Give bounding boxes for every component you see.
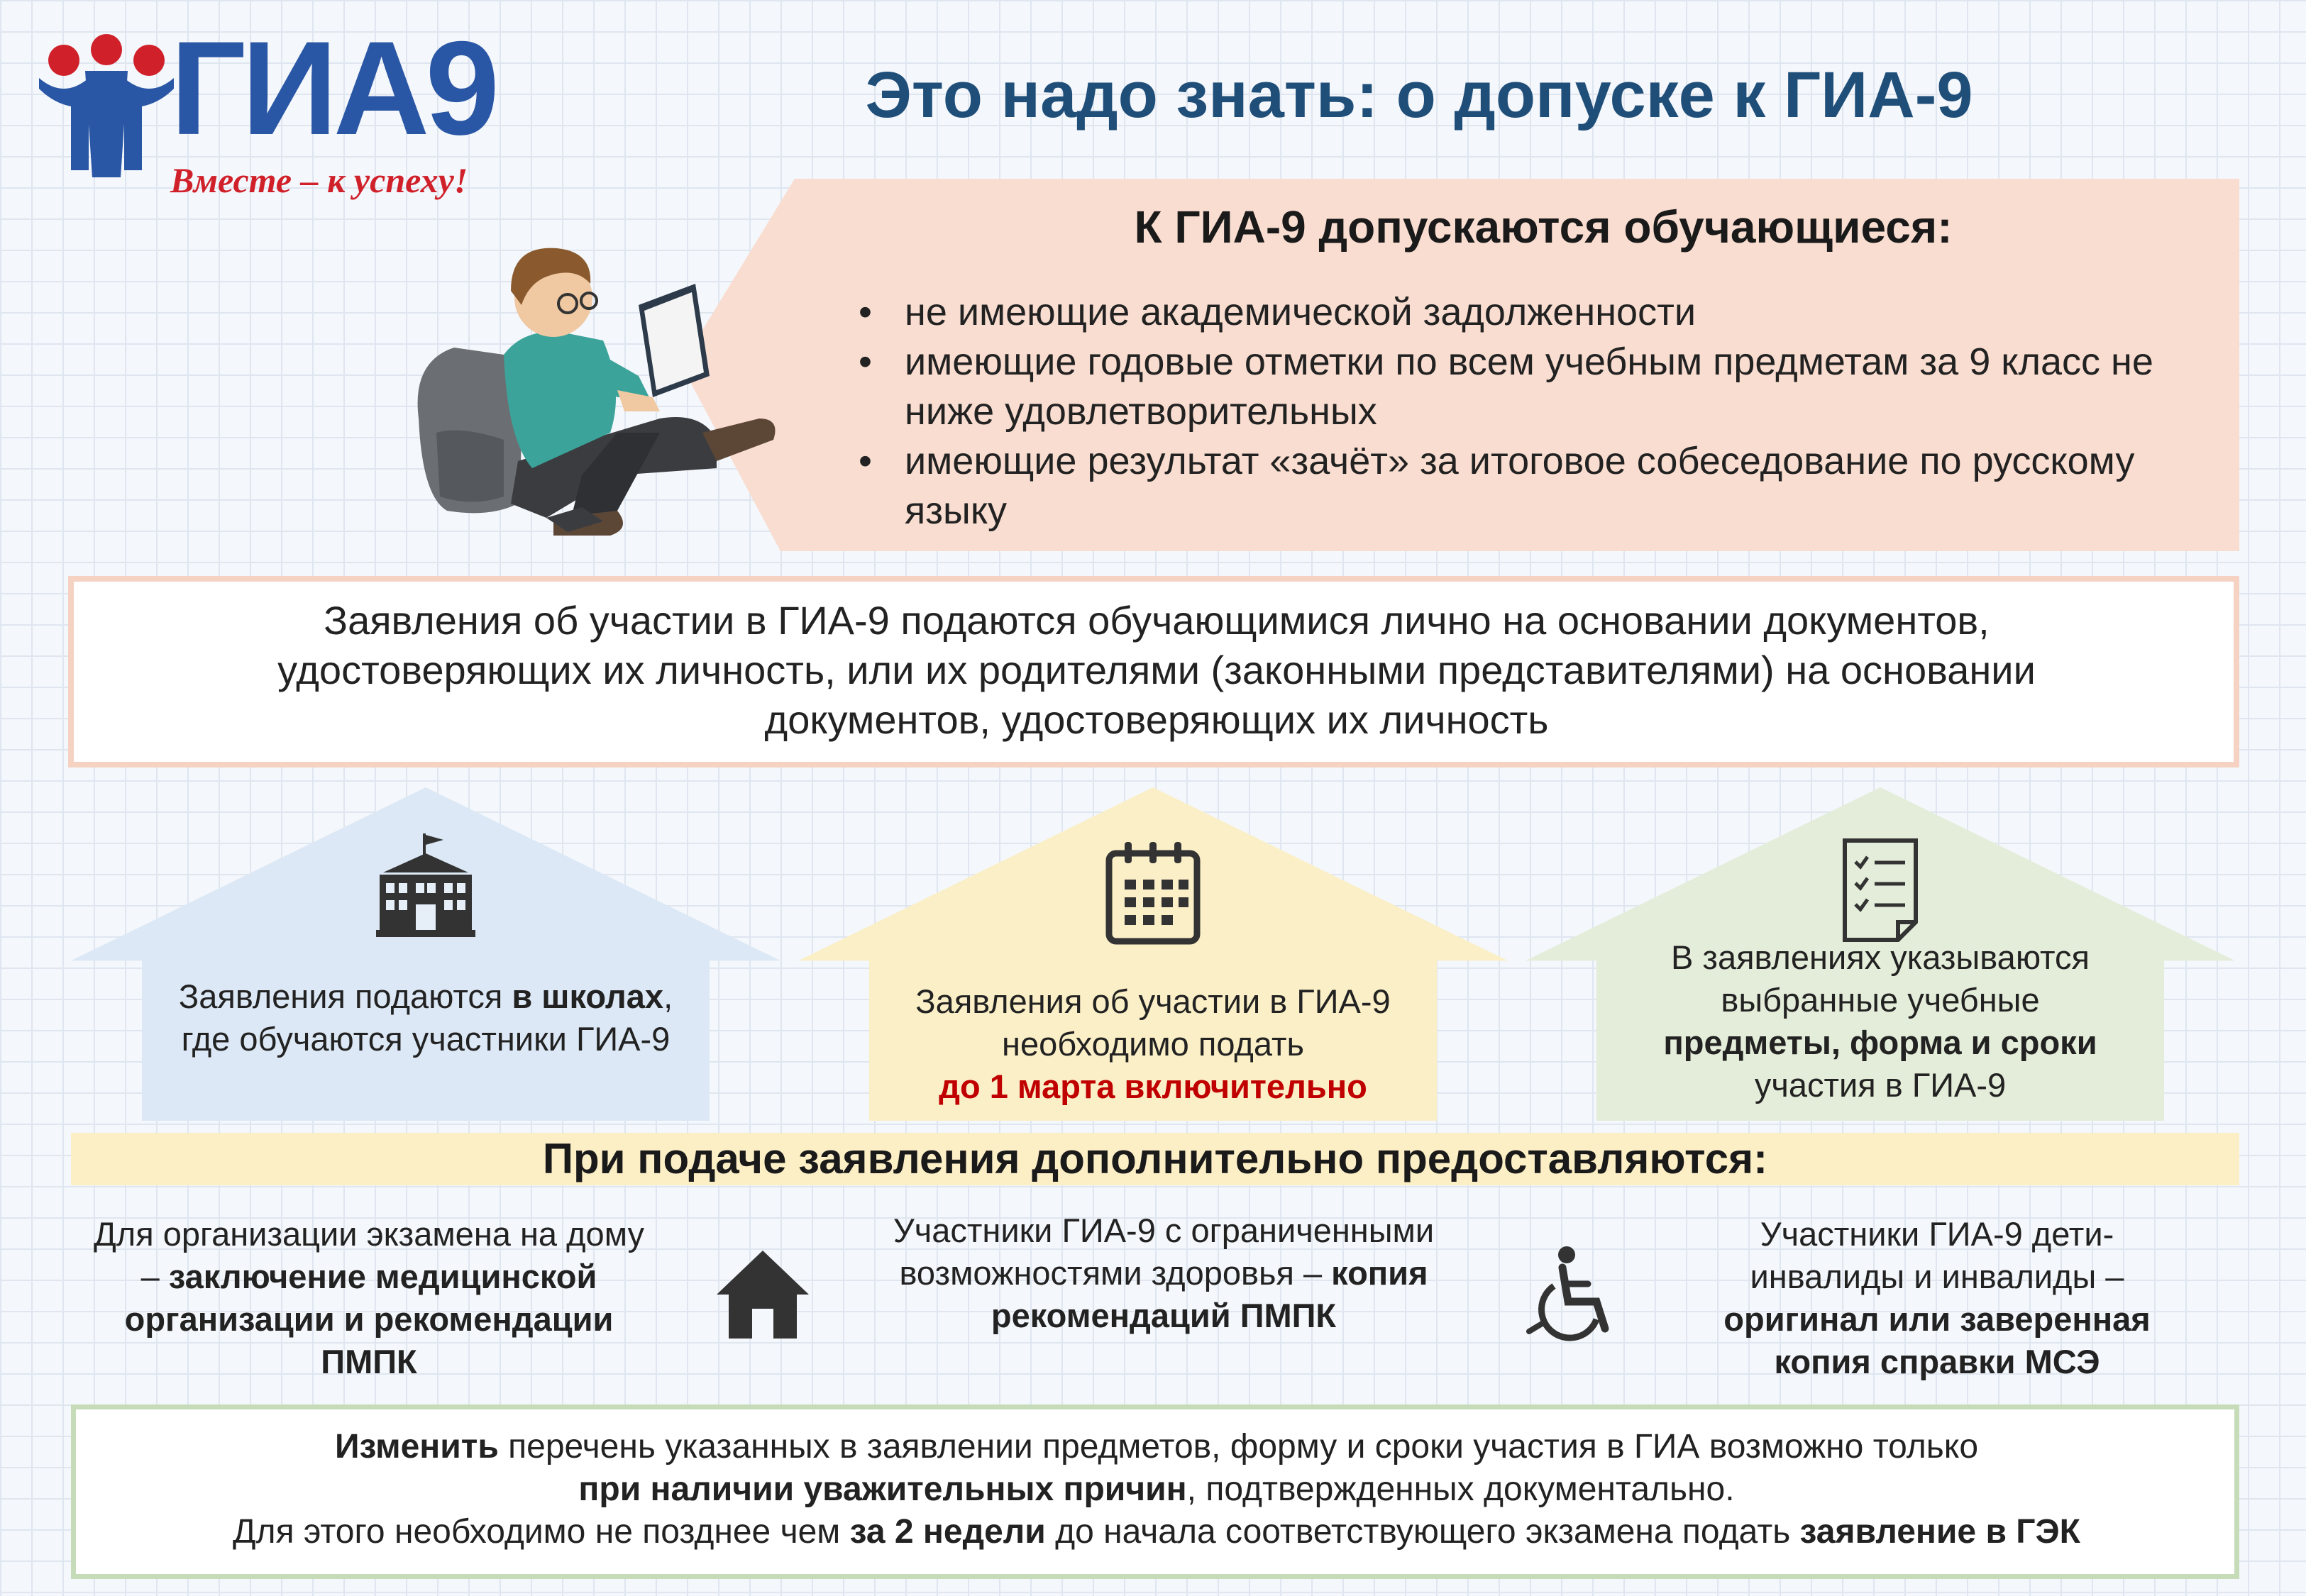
house-text: В заявлениях указываются выбранные учебные предметы, форма и сроки участия в ГИА-9 xyxy=(1663,938,2097,1104)
house-card-deadline xyxy=(798,787,1508,1121)
admission-criteria-list xyxy=(859,287,2228,536)
list-item: • не имеющие академической задолженности xyxy=(859,287,2228,337)
home-icon xyxy=(713,1245,812,1344)
house-card-subjects xyxy=(1526,787,2235,1121)
deadline-text: до 1 марта включительно xyxy=(939,1068,1367,1105)
logo-emblem-icon xyxy=(35,28,177,192)
wheelchair-icon xyxy=(1526,1245,1618,1344)
list-item: • имеющие результат «зачёт» за итоговое собеседование по русскому языку xyxy=(859,436,2228,536)
additional-title: При подаче заявления дополнительно предоставляются: xyxy=(542,1135,1768,1182)
admission-title: К ГИА-9 допускаются обучающиеся: xyxy=(1134,201,1953,253)
application-info-text: Заявления об участии в ГИА-9 подаются обучающимися лично на основании документов, удостоверяющих их личность, или их родителями (законными представителями) на основании документов, удостоверяющих их личность xyxy=(277,598,2036,742)
additional-item-disabled: Участники ГИА-9 дети-инвалиды и инвалиды – оригинал или заверенная копия справки МСЭ xyxy=(1723,1215,2151,1380)
logo xyxy=(35,13,532,206)
list-item: • имеющие годовые отметки по всем учебным предметам за 9 класс не ниже удовлетворительных xyxy=(859,337,2228,436)
house-text: Заявления подаются в школах, где обучаются участники ГИА-9 xyxy=(178,977,673,1058)
change-rules-text: Изменить перечень указанных в заявлении предметов, форму и сроки участия в ГИА возможно только при наличии уважительных причин, подтвержденных документально. Для этого необходимо не позднее чем за 2 недели до начала соответствующего экзамена подать заявление в ГЭК xyxy=(233,1428,2080,1551)
logo-slogan: Вместе – к успеху! xyxy=(170,160,468,200)
house-card-schools xyxy=(71,787,780,1121)
calendar-icon xyxy=(1103,841,1203,947)
page-title: Это надо знать: о допуске к ГИА-9 xyxy=(865,59,1973,131)
house-text: Заявления об участии в ГИА-9 необходимо подать до 1 марта включительно xyxy=(915,982,1391,1105)
school-building-icon xyxy=(376,833,475,940)
logo-text: ГИА9 xyxy=(170,13,496,162)
additional-item-home-exam: Для организации экзамена на дому – заключение медицинской организации и рекомендации ПМПК xyxy=(93,1215,645,1380)
additional-item-limited-health: Участники ГИА-9 с ограниченными возможностями здоровья – копия рекомендаций ПМПК xyxy=(893,1212,1435,1334)
student-reading-illustration xyxy=(404,206,837,546)
checklist-icon xyxy=(1831,837,1930,943)
